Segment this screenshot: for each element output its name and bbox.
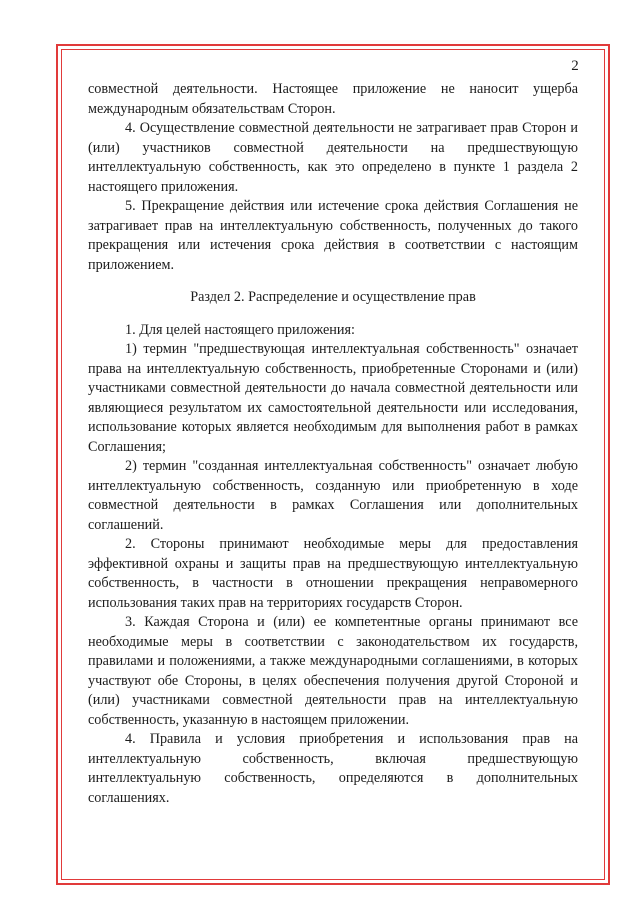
paragraph-section2-item-3: 3. Каждая Сторона и (или) ее компетентные органы принимают все необходимые меры в соответствии с законодательством их государств, правилами и положениями, а также международными соглашениями, в которых участвуют обе Стороны, в целях обеспечения получения другой Стороной и (или) участниками совместной деятельности прав на интеллектуальную собственность, указанную в настоящем приложении. — [88, 614, 578, 728]
paragraph-continuation: совместной деятельности. Настоящее приложение не наносит ущерба международным обязательствам Сторон. — [88, 81, 578, 117]
paragraph-definition-1: 1) термин "предшествующая интеллектуальная собственность" означает права на интеллектуальную собственность, приобретенные Сторонами и (или) участниками совместной деятельности до начала совместной деятельности или являющиеся результатом их самостоятельной деятельности или исследования, использование которых является необходимым для выполнения работ в рамках Соглашения; — [88, 341, 578, 455]
paragraph-section2-item-1: 1. Для целей настоящего приложения: — [125, 321, 355, 338]
section-heading: Раздел 2. Распределение и осуществление прав — [190, 289, 476, 305]
paragraph-definition-2: 2) термин "созданная интеллектуальная собственность" означает любую интеллектуальную собственность, созданную или приобретенную в ходе совместной деятельности в рамках Соглашения или дополнительных соглашений. — [88, 458, 578, 533]
paragraph-clause-4: 4. Осуществление совместной деятельности не затрагивает прав Сторон и (или) участников совместной деятельности на предшествующую интеллектуальную собственность, как это определено в пункте 1 раздела 2 настоящего приложения. — [88, 120, 578, 195]
paragraph-section2-item-2: 2. Стороны принимают необходимые меры для предоставления эффективной охраны и защиты прав на предшествующую интеллектуальную собственность, в частности в отношении прекращения неправомерного использования таких прав на территориях государств Сторон. — [88, 536, 578, 611]
paragraph-section2-item-4: 4. Правила и условия приобретения и использования прав на интеллектуальную собственность, включая предшествующую интеллектуальную собственность, определяются в дополнительных соглашениях. — [88, 731, 578, 806]
paragraph-clause-5: 5. Прекращение действия или истечение срока действия Соглашения не затрагивает прав на интеллектуальную собственность, полученных до такого прекращения или истечения срока действия в соответствии с настоящим приложением. — [88, 198, 578, 273]
page-number: 2 — [571, 58, 579, 74]
document-body — [88, 80, 578, 808]
